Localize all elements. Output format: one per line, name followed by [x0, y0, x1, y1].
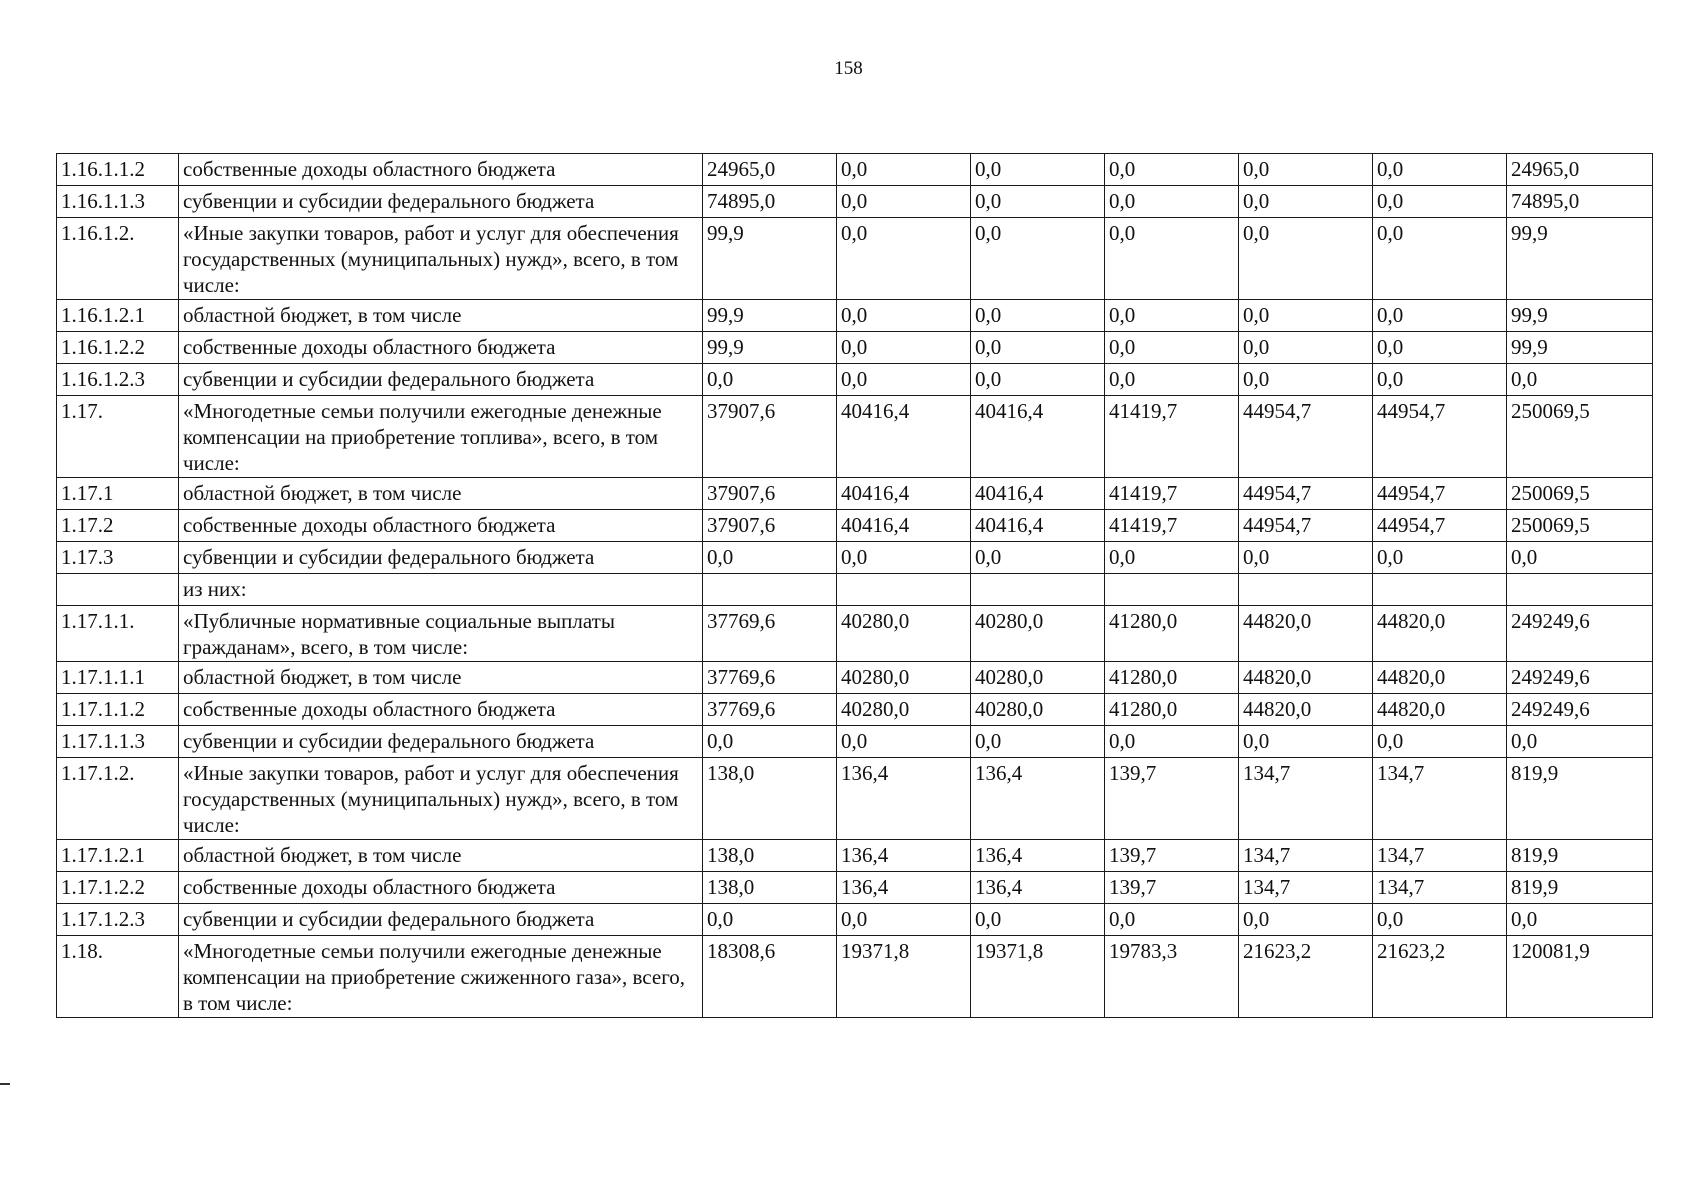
row-total-value	[1507, 574, 1653, 606]
row-year-value	[1239, 574, 1373, 606]
row-year-value: 41280,0	[1105, 694, 1239, 726]
row-total-value: 819,9	[1507, 872, 1653, 904]
row-name: субвенции и субсидии федерального бюджета	[179, 364, 703, 396]
row-year-value: 44954,7	[1373, 510, 1507, 542]
row-year-value: 0,0	[1373, 186, 1507, 218]
table-row	[57, 662, 1653, 694]
row-name: областной бюджет, в том числе	[179, 840, 703, 872]
row-code: 1.17.1.2.2	[57, 872, 179, 904]
row-name: собственные доходы областного бюджета	[179, 510, 703, 542]
row-name: субвенции и субсидии федерального бюджета	[179, 726, 703, 758]
row-year-value: 0,0	[1373, 300, 1507, 332]
row-year-value: 0,0	[1239, 364, 1373, 396]
row-year-value: 0,0	[1105, 904, 1239, 936]
row-year-value: 138,0	[703, 872, 837, 904]
row-code: 1.17.2	[57, 510, 179, 542]
row-name: субвенции и субсидии федерального бюджета	[179, 186, 703, 218]
row-year-value: 0,0	[1239, 542, 1373, 574]
row-total-value: 99,9	[1507, 332, 1653, 364]
row-total-value: 250069,5	[1507, 510, 1653, 542]
row-year-value: 40280,0	[971, 694, 1105, 726]
row-name: «Многодетные семьи получили ежегодные денежные компенсации на приобретение топлива», всего, в том числе:	[179, 396, 703, 478]
margin-mark	[0, 1083, 10, 1085]
row-year-value: 41419,7	[1105, 510, 1239, 542]
row-year-value: 0,0	[1239, 186, 1373, 218]
row-code: 1.18.	[57, 936, 179, 1018]
row-year-value: 40280,0	[971, 662, 1105, 694]
row-year-value: 37907,6	[703, 478, 837, 510]
row-year-value: 0,0	[1105, 726, 1239, 758]
row-name: областной бюджет, в том числе	[179, 300, 703, 332]
row-year-value: 0,0	[837, 332, 971, 364]
row-total-value: 0,0	[1507, 904, 1653, 936]
row-name: из них:	[179, 574, 703, 606]
row-name: «Многодетные семьи получили ежегодные денежные компенсации на приобретение сжиженного газа», всего, в том числе:	[179, 936, 703, 1018]
table-row	[57, 186, 1653, 218]
row-code: 1.16.1.1.2	[57, 154, 179, 186]
row-year-value: 0,0	[1105, 186, 1239, 218]
table-row	[57, 606, 1653, 662]
row-year-value: 0,0	[1373, 726, 1507, 758]
row-name: собственные доходы областного бюджета	[179, 872, 703, 904]
row-name: собственные доходы областного бюджета	[179, 694, 703, 726]
row-year-value: 0,0	[1373, 364, 1507, 396]
row-year-value: 0,0	[703, 904, 837, 936]
row-name: собственные доходы областного бюджета	[179, 332, 703, 364]
row-year-value	[703, 574, 837, 606]
row-name: областной бюджет, в том числе	[179, 478, 703, 510]
row-year-value: 37769,6	[703, 662, 837, 694]
row-year-value: 40280,0	[837, 662, 971, 694]
table-body	[57, 154, 1653, 1018]
row-year-value: 0,0	[1105, 154, 1239, 186]
row-year-value: 0,0	[1239, 332, 1373, 364]
row-year-value: 18308,6	[703, 936, 837, 1018]
row-year-value: 37769,6	[703, 606, 837, 662]
table-row	[57, 364, 1653, 396]
row-year-value: 136,4	[837, 758, 971, 840]
row-year-value: 0,0	[703, 364, 837, 396]
row-code: 1.16.1.1.3	[57, 186, 179, 218]
row-year-value: 41280,0	[1105, 662, 1239, 694]
row-year-value: 40280,0	[837, 606, 971, 662]
table-row	[57, 694, 1653, 726]
row-year-value: 134,7	[1239, 872, 1373, 904]
row-year-value	[837, 574, 971, 606]
row-total-value: 819,9	[1507, 840, 1653, 872]
row-year-value: 37769,6	[703, 694, 837, 726]
row-year-value: 44954,7	[1239, 478, 1373, 510]
row-year-value: 134,7	[1373, 840, 1507, 872]
row-year-value: 0,0	[1105, 332, 1239, 364]
row-year-value: 37907,6	[703, 396, 837, 478]
row-code: 1.17.1.2.3	[57, 904, 179, 936]
table-row	[57, 332, 1653, 364]
row-year-value: 44954,7	[1239, 396, 1373, 478]
row-name: субвенции и субсидии федерального бюджета	[179, 542, 703, 574]
row-year-value: 21623,2	[1239, 936, 1373, 1018]
row-year-value: 136,4	[837, 840, 971, 872]
row-name: «Иные закупки товаров, работ и услуг для обеспечения государственных (муниципальных) нужд», всего, в том числе:	[179, 758, 703, 840]
table-row	[57, 542, 1653, 574]
row-year-value: 0,0	[837, 904, 971, 936]
row-year-value: 0,0	[1105, 218, 1239, 300]
row-total-value: 0,0	[1507, 364, 1653, 396]
row-year-value: 0,0	[837, 218, 971, 300]
row-year-value: 0,0	[837, 154, 971, 186]
row-year-value: 0,0	[1105, 542, 1239, 574]
row-year-value: 134,7	[1373, 758, 1507, 840]
row-year-value: 0,0	[1239, 218, 1373, 300]
row-year-value: 0,0	[1105, 364, 1239, 396]
row-code	[57, 574, 179, 606]
row-year-value: 99,9	[703, 300, 837, 332]
row-year-value: 0,0	[1373, 154, 1507, 186]
row-name: «Иные закупки товаров, работ и услуг для обеспечения государственных (муниципальных) нужд», всего, в том числе:	[179, 218, 703, 300]
row-year-value: 136,4	[971, 840, 1105, 872]
row-year-value: 44820,0	[1239, 662, 1373, 694]
row-year-value: 44820,0	[1239, 694, 1373, 726]
row-name: областной бюджет, в том числе	[179, 662, 703, 694]
row-total-value: 250069,5	[1507, 396, 1653, 478]
row-year-value: 136,4	[971, 872, 1105, 904]
row-year-value: 19783,3	[1105, 936, 1239, 1018]
row-year-value: 41280,0	[1105, 606, 1239, 662]
row-year-value: 0,0	[837, 186, 971, 218]
row-year-value: 136,4	[837, 872, 971, 904]
row-code: 1.17.1.1.1	[57, 662, 179, 694]
row-year-value: 0,0	[1373, 218, 1507, 300]
row-year-value: 0,0	[971, 726, 1105, 758]
row-total-value: 0,0	[1507, 542, 1653, 574]
row-year-value: 0,0	[1373, 904, 1507, 936]
row-year-value: 40416,4	[971, 478, 1105, 510]
table-row	[57, 154, 1653, 186]
row-code: 1.16.1.2.	[57, 218, 179, 300]
table-row	[57, 936, 1653, 1018]
table-row	[57, 300, 1653, 332]
row-year-value: 139,7	[1105, 840, 1239, 872]
page-number: 158	[834, 58, 863, 79]
row-year-value: 0,0	[971, 364, 1105, 396]
row-year-value: 0,0	[1239, 154, 1373, 186]
row-year-value: 40416,4	[837, 510, 971, 542]
row-code: 1.16.1.2.1	[57, 300, 179, 332]
row-name: субвенции и субсидии федерального бюджета	[179, 904, 703, 936]
table-row	[57, 726, 1653, 758]
table-row	[57, 840, 1653, 872]
row-year-value: 41419,7	[1105, 478, 1239, 510]
row-code: 1.16.1.2.2	[57, 332, 179, 364]
row-year-value: 44820,0	[1373, 606, 1507, 662]
row-year-value: 44954,7	[1373, 396, 1507, 478]
table-row	[57, 758, 1653, 840]
row-year-value: 44954,7	[1373, 478, 1507, 510]
table-row	[57, 904, 1653, 936]
row-year-value: 134,7	[1373, 872, 1507, 904]
row-year-value: 138,0	[703, 840, 837, 872]
row-year-value: 37907,6	[703, 510, 837, 542]
row-year-value: 0,0	[703, 726, 837, 758]
row-year-value: 74895,0	[703, 186, 837, 218]
row-name: собственные доходы областного бюджета	[179, 154, 703, 186]
row-year-value: 136,4	[971, 758, 1105, 840]
row-year-value: 40280,0	[837, 694, 971, 726]
row-code: 1.17.1.1.3	[57, 726, 179, 758]
row-year-value: 0,0	[1373, 542, 1507, 574]
row-year-value: 44820,0	[1373, 662, 1507, 694]
row-year-value: 0,0	[703, 542, 837, 574]
row-total-value: 0,0	[1507, 726, 1653, 758]
row-year-value: 0,0	[1105, 300, 1239, 332]
row-year-value: 0,0	[837, 300, 971, 332]
row-year-value: 40280,0	[971, 606, 1105, 662]
row-year-value: 99,9	[703, 332, 837, 364]
row-year-value: 134,7	[1239, 758, 1373, 840]
row-year-value: 40416,4	[971, 510, 1105, 542]
row-year-value: 0,0	[1239, 300, 1373, 332]
row-total-value: 24965,0	[1507, 154, 1653, 186]
table-row	[57, 574, 1653, 606]
row-year-value: 138,0	[703, 758, 837, 840]
row-total-value: 249249,6	[1507, 606, 1653, 662]
row-year-value: 139,7	[1105, 872, 1239, 904]
row-code: 1.16.1.2.3	[57, 364, 179, 396]
row-year-value: 0,0	[1373, 332, 1507, 364]
row-total-value: 249249,6	[1507, 694, 1653, 726]
row-year-value: 139,7	[1105, 758, 1239, 840]
row-code: 1.17.1.2.1	[57, 840, 179, 872]
row-year-value: 0,0	[837, 364, 971, 396]
row-year-value: 0,0	[971, 542, 1105, 574]
row-year-value: 134,7	[1239, 840, 1373, 872]
row-name: «Публичные нормативные социальные выплаты гражданам», всего, в том числе:	[179, 606, 703, 662]
row-year-value: 99,9	[703, 218, 837, 300]
row-year-value: 44954,7	[1239, 510, 1373, 542]
row-year-value: 41419,7	[1105, 396, 1239, 478]
row-year-value: 19371,8	[971, 936, 1105, 1018]
row-year-value: 0,0	[1239, 904, 1373, 936]
row-code: 1.17.	[57, 396, 179, 478]
row-code: 1.17.3	[57, 542, 179, 574]
row-code: 1.17.1.1.2	[57, 694, 179, 726]
row-code: 1.17.1.2.	[57, 758, 179, 840]
row-year-value: 44820,0	[1373, 694, 1507, 726]
row-year-value: 0,0	[971, 154, 1105, 186]
row-year-value: 0,0	[971, 218, 1105, 300]
row-year-value: 19371,8	[837, 936, 971, 1018]
row-total-value: 249249,6	[1507, 662, 1653, 694]
row-total-value: 99,9	[1507, 218, 1653, 300]
table-row	[57, 510, 1653, 542]
row-total-value: 74895,0	[1507, 186, 1653, 218]
row-year-value: 0,0	[971, 300, 1105, 332]
row-year-value: 21623,2	[1373, 936, 1507, 1018]
row-year-value: 0,0	[837, 726, 971, 758]
row-total-value: 250069,5	[1507, 478, 1653, 510]
row-year-value: 40416,4	[837, 396, 971, 478]
table-row	[57, 396, 1653, 478]
row-total-value: 99,9	[1507, 300, 1653, 332]
table-row	[57, 218, 1653, 300]
row-year-value: 40416,4	[837, 478, 971, 510]
row-year-value: 0,0	[837, 542, 971, 574]
row-year-value: 24965,0	[703, 154, 837, 186]
row-total-value: 819,9	[1507, 758, 1653, 840]
row-code: 1.17.1	[57, 478, 179, 510]
row-year-value: 0,0	[971, 332, 1105, 364]
row-year-value: 44820,0	[1239, 606, 1373, 662]
row-year-value	[1373, 574, 1507, 606]
budget-table	[56, 153, 1653, 1018]
row-year-value: 40416,4	[971, 396, 1105, 478]
row-year-value	[971, 574, 1105, 606]
row-year-value	[1105, 574, 1239, 606]
row-code: 1.17.1.1.	[57, 606, 179, 662]
row-year-value: 0,0	[1239, 726, 1373, 758]
table-row	[57, 872, 1653, 904]
table-row	[57, 478, 1653, 510]
row-year-value: 0,0	[971, 186, 1105, 218]
row-total-value: 120081,9	[1507, 936, 1653, 1018]
row-year-value: 0,0	[971, 904, 1105, 936]
